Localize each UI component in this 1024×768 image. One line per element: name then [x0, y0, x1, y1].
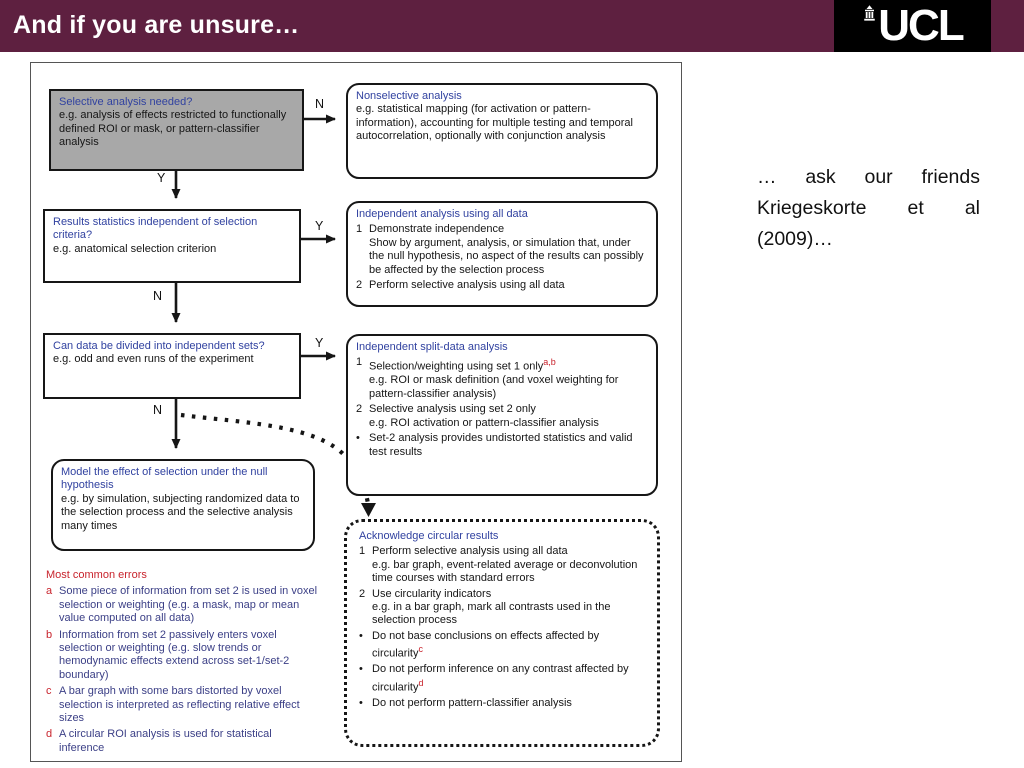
- item-text: Set-2 analysis provides undistorted statistics and valid test results: [369, 432, 633, 458]
- list-item: [46, 629, 318, 683]
- item-text: Use circularity indicators: [372, 587, 492, 600]
- item-marker: 2: [356, 279, 363, 292]
- list-item: [356, 403, 648, 416]
- box-body: e.g. by simulation, subjecting randomized data to the selection process and the selective analysis many times: [61, 492, 300, 532]
- item-footnote-ref: a,b: [543, 357, 556, 368]
- list-item: [359, 588, 645, 601]
- item-text: A circular ROI analysis is used for statistical inference: [59, 728, 272, 754]
- item-text: Information from set 2 passively enters voxel selection or weighting (e.g. slow trends or hemodynamic effects extend across set-1/set-2 boundary): [59, 628, 290, 681]
- item-text-inner: Do not base conclusions on effects affected by circularity: [372, 629, 600, 660]
- list-item: [356, 432, 648, 459]
- item-marker: •: [359, 629, 363, 642]
- item-marker: 1: [356, 223, 363, 236]
- item-sub: e.g. ROI activation or pattern-classifier analysis: [369, 416, 599, 429]
- ucl-logo: [834, 0, 991, 52]
- box-body: e.g. statistical mapping (for activation or pattern-information), accounting for multiple testing and temporal autocorrelation, optionally with conjunction analysis: [356, 103, 633, 143]
- slide-header: [0, 0, 1024, 52]
- box-q-selective-analysis: [49, 89, 304, 171]
- side-note: … ask our friends Kriegeskorte et al (2009)…: [757, 166, 980, 250]
- list-item: [46, 585, 318, 625]
- box-nonselective-analysis: [346, 83, 658, 179]
- box-title: Selective analysis needed?: [59, 96, 193, 108]
- item-text: Some piece of information from set 2 is used in voxel selection or weighting (e.g. a mask, map or mean value computed on all data): [59, 585, 318, 625]
- item-text: [372, 630, 645, 661]
- box-body: e.g. odd and even runs of the experiment: [53, 353, 254, 366]
- box-title: Results statistics independent of selection criteria?: [53, 216, 258, 242]
- item-text: A bar graph with some bars distorted by voxel selection is interpreted as reflecting relative effect sizes: [59, 685, 300, 725]
- item-text: Do not perform pattern-classifier analysis: [372, 696, 572, 709]
- list-item: [359, 630, 645, 661]
- label-yes-2: Y: [315, 219, 324, 233]
- errors-title: Most common errors: [46, 569, 147, 581]
- box-q-divide-independent-sets: [43, 333, 301, 399]
- ucl-dome-icon: [862, 5, 877, 22]
- box-title: Independent split-data analysis: [356, 341, 508, 353]
- item-text: Selective analysis using set 2 only: [369, 403, 536, 416]
- list-item: [356, 223, 648, 236]
- item-marker: c: [46, 685, 52, 698]
- list-item: [359, 545, 645, 558]
- item-marker: b: [46, 628, 53, 641]
- item-text: Demonstrate independence: [369, 223, 505, 236]
- list-item: [46, 728, 318, 755]
- box-title: Nonselective analysis: [356, 90, 462, 102]
- item-marker: 2: [359, 587, 366, 600]
- box-model-selection-null: [51, 459, 315, 551]
- item-marker: 1: [356, 356, 363, 369]
- item-footnote-ref: c: [418, 644, 423, 655]
- list-item: [46, 685, 318, 725]
- label-no-3: N: [153, 403, 163, 417]
- item-text: [369, 356, 648, 374]
- item-text: Perform selective analysis using all data: [372, 545, 568, 558]
- item-marker: 2: [356, 403, 363, 416]
- label-no-2: N: [153, 289, 163, 303]
- item-text: [372, 663, 645, 694]
- item-marker: •: [359, 663, 363, 676]
- item-text-inner: Selection/weighting using set 1 only: [369, 361, 544, 374]
- box-independent-analysis-all-data: [346, 201, 658, 307]
- box-title: Acknowledge circular results: [359, 530, 499, 542]
- flowchart-panel: [30, 62, 682, 762]
- item-marker: •: [359, 696, 363, 709]
- box-title: Independent analysis using all data: [356, 208, 528, 220]
- page-title: And if you are unsure…: [13, 11, 300, 39]
- box-body: e.g. analysis of effects restricted to functionally defined ROI or mask, or pattern-classifier analysis: [59, 109, 287, 149]
- list-item: [356, 279, 648, 292]
- list-item: [356, 356, 648, 374]
- item-marker: 1: [359, 545, 366, 558]
- box-independent-split-data: [346, 334, 658, 496]
- item-sub: Show by argument, analysis, or simulation that, under the null hypothesis, no aspect of the results can possibly be affected by the selection process: [369, 236, 644, 276]
- arrow-dotted-head: [361, 503, 376, 517]
- item-footnote-ref: d: [418, 677, 424, 688]
- item-marker: a: [46, 585, 53, 598]
- item-text: Perform selective analysis using all data: [369, 279, 565, 292]
- box-title: Model the effect of selection under the null hypothesis: [61, 466, 268, 492]
- box-title: Can data be divided into independent sets?: [53, 340, 265, 352]
- label-yes-3: Y: [315, 336, 324, 350]
- box-body: e.g. anatomical selection criterion: [53, 242, 217, 255]
- box-acknowledge-circular: [344, 519, 660, 747]
- label-no-1: N: [315, 97, 325, 111]
- item-sub: e.g. in a bar graph, mark all contrasts used in the selection process: [372, 601, 611, 627]
- list-item: [359, 663, 645, 694]
- box-q-independent-statistics: [43, 209, 301, 283]
- item-sub: e.g. ROI or mask definition (and voxel weighting for pattern-classifier analysis): [369, 374, 619, 400]
- item-marker: •: [356, 432, 360, 445]
- errors-legend: [46, 569, 318, 755]
- ucl-logo-text: UCL: [878, 1, 963, 50]
- label-yes-1: Y: [157, 171, 166, 185]
- item-text-inner: Do not perform inference on any contrast affected by circularity: [372, 663, 629, 694]
- item-sub: e.g. bar graph, event-related average or deconvolution time courses with standard errors: [372, 558, 638, 585]
- list-item: [359, 697, 645, 710]
- item-marker: d: [46, 728, 53, 741]
